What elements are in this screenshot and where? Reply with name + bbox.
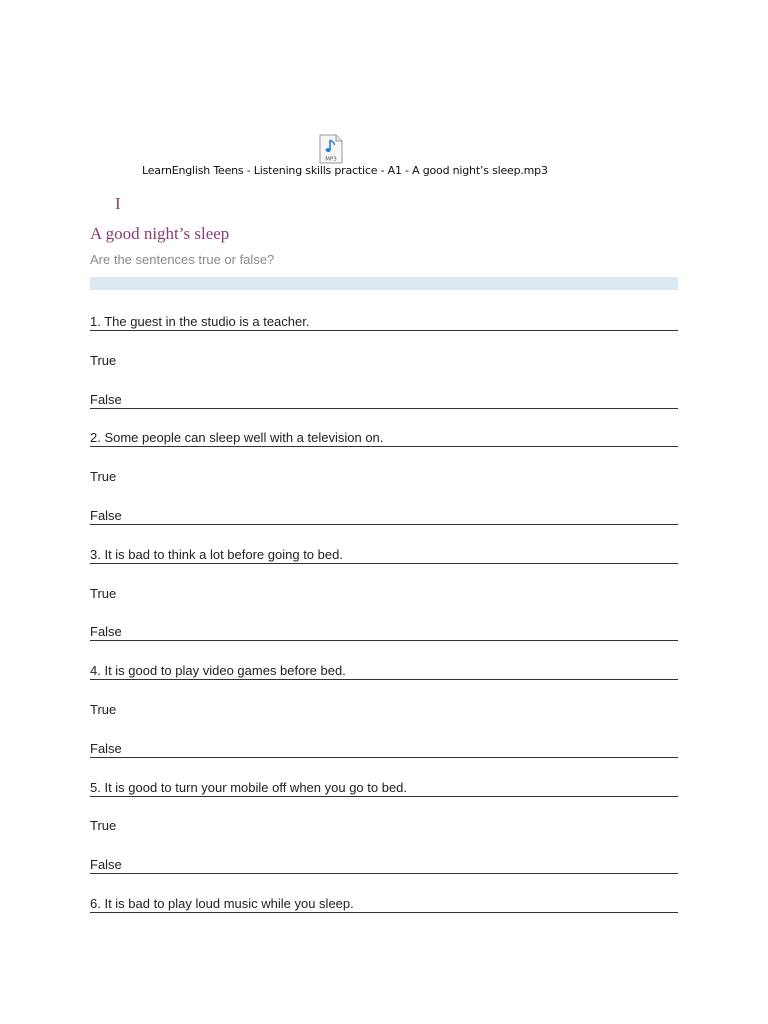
question-2-option-false[interactable]: False xyxy=(90,508,678,525)
question-5-option-true[interactable]: True xyxy=(90,818,117,833)
question-3-option-false[interactable]: False xyxy=(90,624,678,641)
question-2: 2. Some people can sleep well with a television on. xyxy=(90,430,678,447)
drop-cap: I xyxy=(115,194,121,213)
page-title: A good night’s sleep xyxy=(90,224,230,243)
question-4-option-true[interactable]: True xyxy=(90,702,117,717)
question-1-option-true[interactable]: True xyxy=(90,353,117,368)
question-4: 4. It is good to play video games before bed. xyxy=(90,663,678,680)
mp3-icon-label: MP3 xyxy=(325,156,337,163)
question-3: 3. It is bad to think a lot before going to bed. xyxy=(90,547,678,564)
mp3-file-icon[interactable] xyxy=(319,134,343,164)
question-1: 1. The guest in the studio is a teacher. xyxy=(90,314,678,331)
header-band xyxy=(90,277,678,290)
question-3-option-true[interactable]: True xyxy=(90,586,117,601)
question-5: 5. It is good to turn your mobile off when you go to bed. xyxy=(90,780,678,797)
question-4-option-false[interactable]: False xyxy=(90,741,678,758)
question-5-option-false[interactable]: False xyxy=(90,857,678,874)
question-6: 6. It is bad to play loud music while you sleep. xyxy=(90,896,678,913)
attachment-file-name[interactable]: LearnEnglish Teens - Listening skills practice - A1 - A good night’s sleep.mp3 xyxy=(142,164,548,177)
question-2-option-true[interactable]: True xyxy=(90,469,117,484)
question-1-option-false[interactable]: False xyxy=(90,392,678,409)
instruction-text: Are the sentences true or false? xyxy=(90,252,275,267)
